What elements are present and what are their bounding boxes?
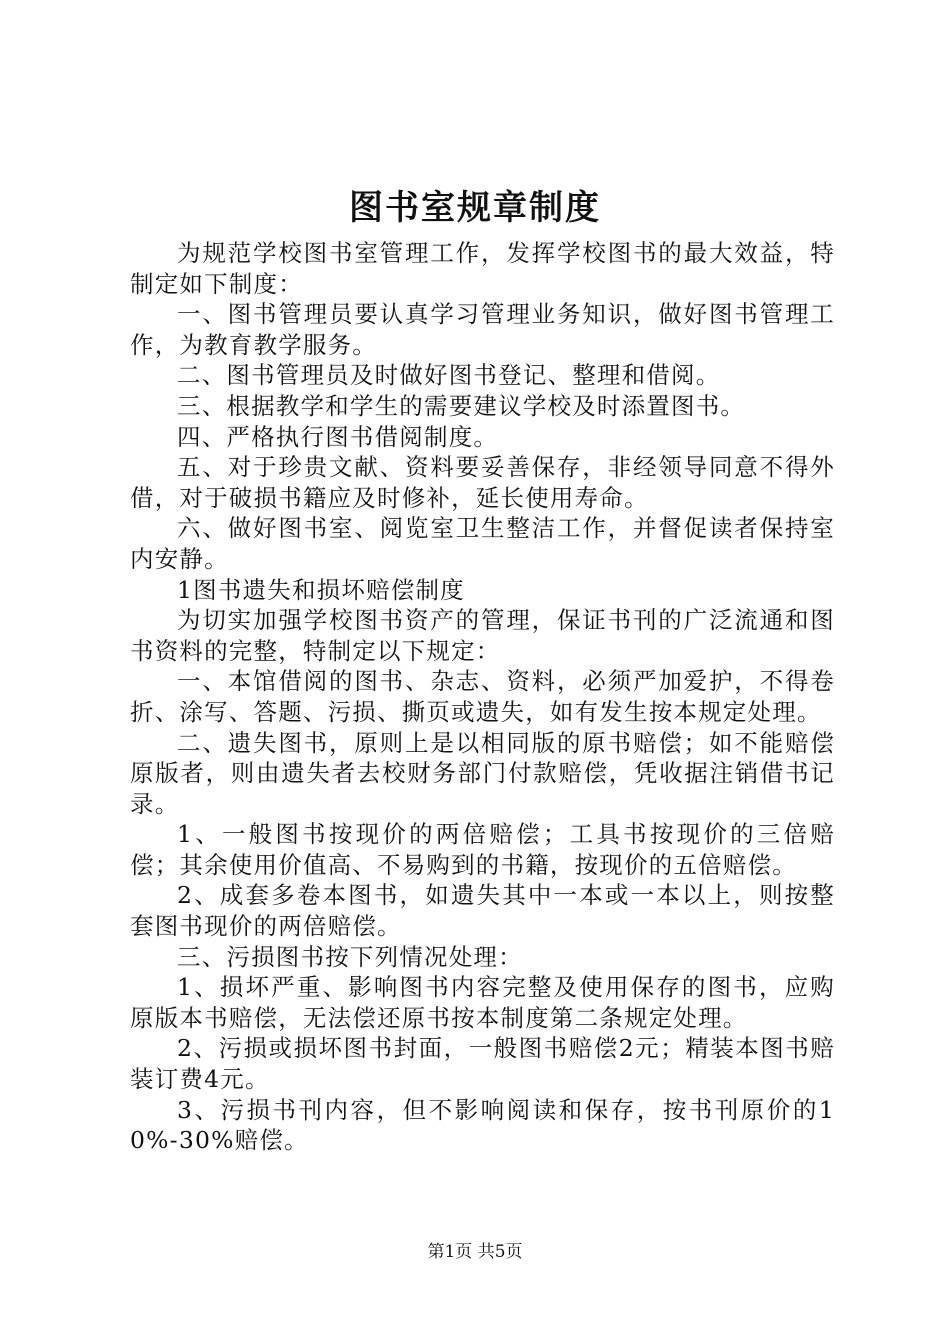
paragraph-rule-6: 六、做好图书室、阅览室卫生整洁工作，并督促读者保持室内安静。 (130, 514, 835, 573)
paragraph-section-intro: 为切实加强学校图书资产的管理，保证书刊的广泛流通和图书资料的完整，特制定以下规定： (130, 606, 835, 665)
paragraph-clause-1: 一、本馆借阅的图书、杂志、资料，必须严加爱护，不得卷折、涂写、答题、污损、撕页或遗失，如有发生按本规定处理。 (130, 667, 835, 726)
paragraph-rule-1: 一、图书管理员要认真学习管理业务知识，做好图书管理工作，为教育教学服务。 (130, 300, 835, 359)
paragraph-clause-3-item-2: 2、污损或损坏图书封面，一般图书赔偿2元；精装本图书赔装订费4元。 (130, 1034, 835, 1094)
paragraph-clause-2: 二、遗失图书，原则上是以相同版的原书赔偿；如不能赔偿原版者，则由遗失者去校财务部门付款赔偿，凭收据注销借书记录。 (130, 728, 835, 818)
paragraph-intro: 为规范学校图书室管理工作，发挥学校图书的最大效益，特制定如下制度： (130, 239, 835, 298)
paragraph-rule-5: 五、对于珍贵文献、资料要妥善保存，非经领导同意不得外借，对于破损书籍应及时修补，延长使用寿命。 (130, 453, 835, 512)
paragraph-clause-2-item-1: 1、一般图书按现价的两倍赔偿；工具书按现价的三倍赔偿；其余使用价值高、不易购到的书籍，按现价的五倍赔偿。 (130, 820, 835, 879)
paragraph-clause-2-item-2: 2、成套多卷本图书，如遗失其中一本或一本以上，则按整套图书现价的两倍赔偿。 (130, 881, 835, 941)
paragraph-rule-3: 三、根据教学和学生的需要建议学校及时添置图书。 (177, 391, 746, 420)
paragraph-clause-3-item-1: 1、损坏严重、影响图书内容完整及使用保存的图书，应购原版本书赔偿，无法偿还原书按本制度第二条规定处理。 (130, 973, 835, 1032)
page-number-footer: 第1页 共5页 (427, 1242, 523, 1262)
paragraph-rule-2: 二、图书管理员及时做好图书登记、整理和借阅。 (177, 361, 721, 390)
document-body (130, 238, 835, 1156)
paragraph-clause-3-item-3: 3、污损书刊内容，但不影响阅读和保存，按书刊原价的10%-30%赔偿。 (130, 1095, 835, 1155)
paragraph-clause-3: 三、污损图书按下列情况处理： (177, 942, 523, 971)
section-heading: 1图书遗失和损坏赔偿制度 (177, 575, 465, 604)
paragraph-rule-4: 四、严格执行图书借阅制度。 (177, 422, 499, 451)
document-title: 图书室规章制度 (349, 188, 601, 228)
